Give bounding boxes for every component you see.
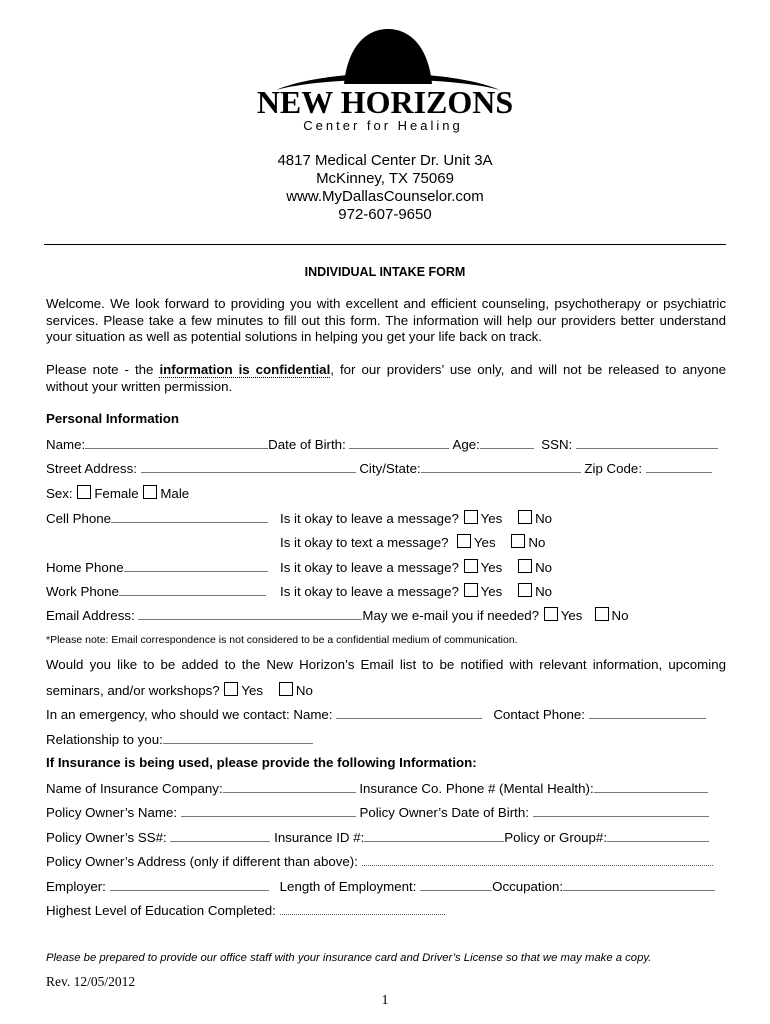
note-post: , for our providers’ use only, and will not be released to anyone without your written permission. (46, 362, 727, 394)
home-label: Home Phone (46, 560, 124, 575)
yes-label: Yes (560, 608, 583, 623)
home-message-question (280, 559, 552, 576)
yes-label: Yes (241, 683, 264, 698)
company-label: Name of Insurance Company: (46, 781, 223, 796)
owner-address-field[interactable] (362, 853, 713, 866)
owner-address-row (46, 853, 713, 870)
logo-name: NEW HORIZONS (256, 84, 514, 120)
cell-msg-no-checkbox[interactable] (518, 510, 532, 524)
owner-ss-label: Policy Owner’s SS#: (46, 830, 167, 845)
logo-tagline: Center for Healing (303, 118, 463, 133)
employer-field[interactable] (110, 878, 269, 891)
employer-label: Employer: (46, 879, 106, 894)
header-divider (44, 244, 726, 245)
email-row (46, 607, 629, 624)
text-no-checkbox[interactable] (511, 534, 525, 548)
relationship-field[interactable] (163, 731, 313, 744)
male-label: Male (160, 486, 190, 501)
work-label: Work Phone (46, 584, 119, 599)
work-field[interactable] (119, 583, 266, 596)
home-msg-yes-checkbox[interactable] (464, 559, 478, 573)
length-field[interactable] (420, 878, 492, 891)
street-label: Street Address: (46, 461, 137, 476)
female-checkbox[interactable] (77, 485, 91, 499)
email-list-yes-checkbox[interactable] (224, 682, 238, 696)
education-field[interactable] (280, 902, 445, 915)
work-msg-yes-checkbox[interactable] (464, 583, 478, 597)
name-label: Name: (46, 437, 86, 452)
may-email-label: May we e-mail you if needed? (362, 608, 540, 623)
relationship-row (46, 731, 313, 748)
company-phone-label: Insurance Co. Phone # (Mental Health): (359, 781, 594, 796)
email-note: *Please note: Email correspondence is not considered to be a confidential medium of communication. (46, 634, 518, 646)
revision: Rev. 12/05/2012 (46, 974, 136, 989)
age-field[interactable] (480, 436, 534, 449)
ins-id-label: Insurance ID #: (274, 830, 365, 845)
cell-message-question (280, 510, 552, 527)
zip-field[interactable] (646, 460, 712, 473)
sex-label: Sex: (46, 486, 73, 501)
citystate-field[interactable] (421, 460, 581, 473)
cell-leave-msg-label: Is it okay to leave a message? (280, 511, 459, 526)
company-field[interactable] (223, 780, 356, 793)
no-label: No (611, 608, 629, 623)
home-leave-msg-label: Is it okay to leave a message? (280, 560, 459, 575)
phone: 972-607-9650 (338, 206, 432, 223)
female-label: Female (94, 486, 139, 501)
page-number: 1 (381, 993, 389, 1008)
owner-dob-label: Policy Owner’s Date of Birth: (359, 805, 529, 820)
no-label: No (535, 584, 553, 599)
owner-ss-row (46, 829, 709, 846)
cell-msg-yes-checkbox[interactable] (464, 510, 478, 524)
emergency-row (46, 706, 706, 723)
email-list-line-2: seminars, and/or workshops? (46, 683, 220, 698)
owner-name-field[interactable] (181, 804, 356, 817)
occupation-field[interactable] (563, 878, 715, 891)
website: www.MyDallasCounselor.com (286, 188, 484, 205)
note-emphasis: information is confidential (159, 362, 331, 377)
address-line-2: McKinney, TX 75069 (316, 170, 454, 187)
note-pre: Please note - the (46, 362, 160, 377)
prepare-note: Please be prepared to provide our office staff with your insurance card and Driver’s License so that we may make a copy. (46, 952, 652, 964)
text-message-question (280, 534, 545, 551)
owner-address-label: Policy Owner’s Address (only if different than above): (46, 854, 358, 869)
work-leave-msg-label: Is it okay to leave a message? (280, 584, 459, 599)
email-field[interactable] (138, 607, 362, 620)
yes-label: Yes (480, 560, 503, 575)
home-msg-no-checkbox[interactable] (518, 559, 532, 573)
confidential-note (46, 362, 726, 395)
employer-row (46, 878, 715, 895)
ins-id-field[interactable] (364, 829, 504, 842)
email-list-line-1: Would you like to be added to the New Horizon’s Email list to be notified with relevant information, upcoming (46, 657, 726, 672)
occupation-label: Occupation: (492, 879, 564, 894)
no-label: No (535, 511, 553, 526)
owner-name-label: Policy Owner’s Name: (46, 805, 178, 820)
work-row (46, 583, 266, 600)
emergency-name-field[interactable] (336, 706, 482, 719)
name-row (46, 436, 718, 453)
cell-field[interactable] (111, 510, 268, 523)
owner-name-row (46, 804, 709, 821)
length-label: Length of Employment: (279, 879, 417, 894)
home-field[interactable] (124, 559, 268, 572)
horizon-sun-icon (258, 24, 518, 90)
education-row (46, 902, 445, 919)
age-label: Age: (452, 437, 480, 452)
yes-label: Yes (473, 535, 496, 550)
cell-label: Cell Phone (46, 511, 112, 526)
insurance-heading: If Insurance is being used, please provide the following Information: (46, 755, 477, 770)
personal-heading: Personal Information (46, 411, 179, 426)
cell-row (46, 510, 268, 527)
street-row (46, 460, 712, 477)
text-yes-checkbox[interactable] (457, 534, 471, 548)
company-phone-field[interactable] (594, 780, 708, 793)
no-label: No (535, 560, 553, 575)
contact-phone-label: Contact Phone: (493, 707, 585, 722)
ssn-label: SSN: (541, 437, 573, 452)
form-title: INDIVIDUAL INTAKE FORM (304, 265, 466, 279)
yes-label: Yes (480, 511, 503, 526)
zip-label: Zip Code: (584, 461, 643, 476)
work-message-question (280, 583, 552, 600)
policy-group-label: Policy or Group#: (504, 830, 608, 845)
street-field[interactable] (141, 460, 356, 473)
contact-phone-field[interactable] (589, 706, 706, 719)
work-msg-no-checkbox[interactable] (518, 583, 532, 597)
email-list-no-checkbox[interactable] (279, 682, 293, 696)
text-msg-label: Is it okay to text a message? (280, 535, 449, 550)
relationship-label: Relationship to you: (46, 732, 163, 747)
email-label: Email Address: (46, 608, 135, 623)
email-list-row (46, 682, 313, 699)
no-label: No (528, 535, 546, 550)
company-row (46, 780, 708, 797)
no-label: No (295, 683, 313, 698)
welcome-paragraph: Welcome. We look forward to providing you with excellent and efficient counseling, psychotherapy or psychiatric services. Please take a few minutes to fill out this form. The information will help our providers better understand your situation as well as potential solutions in helping you get your life back on track. (46, 296, 726, 344)
citystate-label: City/State: (359, 461, 421, 476)
male-checkbox[interactable] (143, 485, 157, 499)
policy-group-field[interactable] (607, 829, 709, 842)
owner-ss-field[interactable] (170, 829, 270, 842)
name-field[interactable] (85, 436, 268, 449)
address-line-1: 4817 Medical Center Dr. Unit 3A (277, 152, 493, 169)
home-row (46, 559, 268, 576)
sex-row (46, 485, 189, 502)
dob-label: Date of Birth: (268, 437, 346, 452)
email-yes-checkbox[interactable] (544, 607, 558, 621)
emergency-label: In an emergency, who should we contact: Name: (46, 707, 333, 722)
email-no-checkbox[interactable] (595, 607, 609, 621)
yes-label: Yes (480, 584, 503, 599)
dob-field[interactable] (349, 436, 449, 449)
ssn-field[interactable] (576, 436, 718, 449)
owner-dob-field[interactable] (533, 804, 709, 817)
education-label: Highest Level of Education Completed: (46, 903, 276, 918)
